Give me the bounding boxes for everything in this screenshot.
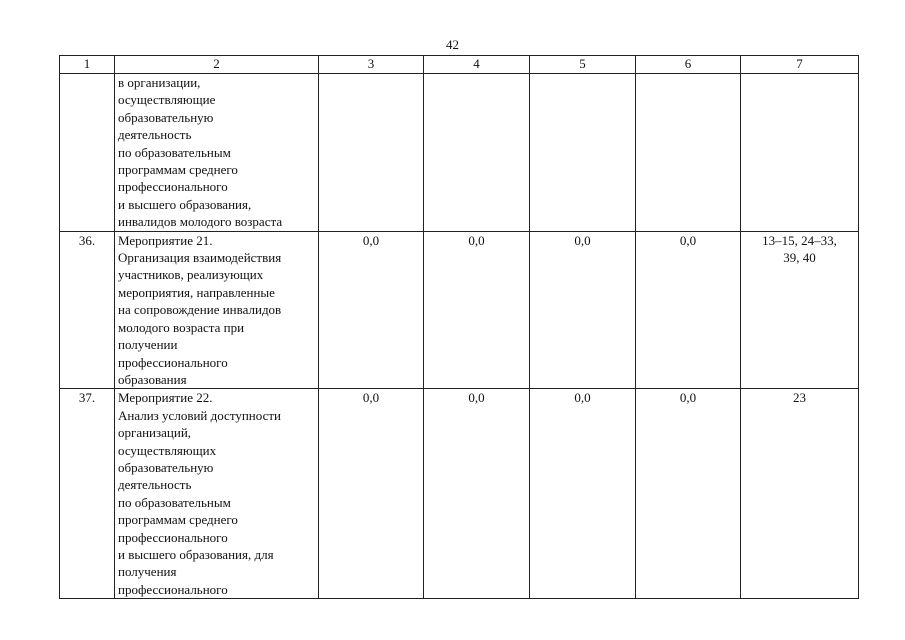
description-line: профессионального — [118, 529, 228, 545]
description-line: Мероприятие 22. — [118, 390, 213, 406]
description-line: Организация взаимодействия — [118, 250, 282, 266]
value-col6 — [636, 74, 741, 232]
description-line: получения — [118, 564, 177, 580]
value-col3: 0,0 — [319, 389, 424, 599]
description-line: получении — [118, 337, 178, 353]
column-header-2: 2 — [115, 56, 319, 74]
description-line: Анализ условий доступности — [118, 407, 281, 423]
value-col3: 0,0 — [319, 231, 424, 389]
description-line: инвалидов молодого возраста — [118, 214, 283, 230]
description-line: программам среднего — [118, 162, 238, 178]
activity-description — [115, 74, 319, 232]
description-line: профессионального — [118, 581, 228, 597]
page-number: 42 — [446, 37, 459, 52]
description-line: осуществляющие — [118, 92, 216, 108]
description-line: участников, реализующих — [118, 267, 264, 283]
value-col5: 0,0 — [530, 389, 636, 599]
value-col4: 0,0 — [424, 231, 530, 389]
reference-col7 — [741, 74, 859, 232]
table-row — [60, 74, 859, 232]
table-row — [60, 389, 859, 599]
row-number: 37. — [60, 389, 115, 599]
value-col6: 0,0 — [636, 389, 741, 599]
value-col5 — [530, 74, 636, 232]
reference-line: 13–15, 24–33, — [762, 232, 837, 248]
description-line: по образовательным — [118, 494, 231, 510]
description-line: профессионального — [118, 354, 228, 370]
row-number: 36. — [60, 231, 115, 389]
description-line: образовательную — [118, 109, 214, 125]
value-col6: 0,0 — [636, 231, 741, 389]
column-header-1: 1 — [60, 56, 115, 74]
description-line: профессионального — [118, 179, 228, 195]
description-line: на сопровождение инвалидов — [118, 302, 282, 318]
column-header-3: 3 — [319, 56, 424, 74]
column-header-7: 7 — [741, 56, 859, 74]
description-line: молодого возраста при — [118, 319, 245, 335]
activity-description — [115, 231, 319, 389]
description-line: по образовательным — [118, 144, 231, 160]
description-line: мероприятия, направленные — [118, 284, 275, 300]
column-header-4: 4 — [424, 56, 530, 74]
value-col4: 0,0 — [424, 389, 530, 599]
table-row — [60, 231, 859, 389]
description-line: деятельность — [118, 127, 192, 143]
value-col5: 0,0 — [530, 231, 636, 389]
reference-col7 — [741, 231, 859, 389]
reference-col7 — [741, 389, 859, 599]
program-table — [59, 55, 859, 599]
description-line: Мероприятие 21. — [118, 232, 213, 248]
description-line: в организации, — [118, 75, 201, 90]
column-header-5: 5 — [530, 56, 636, 74]
value-col3 — [319, 74, 424, 232]
description-line: и высшего образования, для — [118, 546, 274, 562]
description-line: и высшего образования, — [118, 196, 252, 212]
column-header-6: 6 — [636, 56, 741, 74]
description-line: программам среднего — [118, 512, 238, 528]
reference-line: 39, 40 — [783, 250, 816, 266]
column-number-row — [60, 56, 859, 74]
description-line: образования — [118, 371, 187, 387]
description-line: осуществляющих — [118, 442, 217, 458]
description-line: деятельность — [118, 477, 192, 493]
activity-description — [115, 389, 319, 599]
value-col4 — [424, 74, 530, 232]
description-line: организаций, — [118, 425, 192, 441]
row-number — [60, 74, 115, 232]
description-line: образовательную — [118, 459, 214, 475]
reference-line: 23 — [793, 390, 806, 406]
